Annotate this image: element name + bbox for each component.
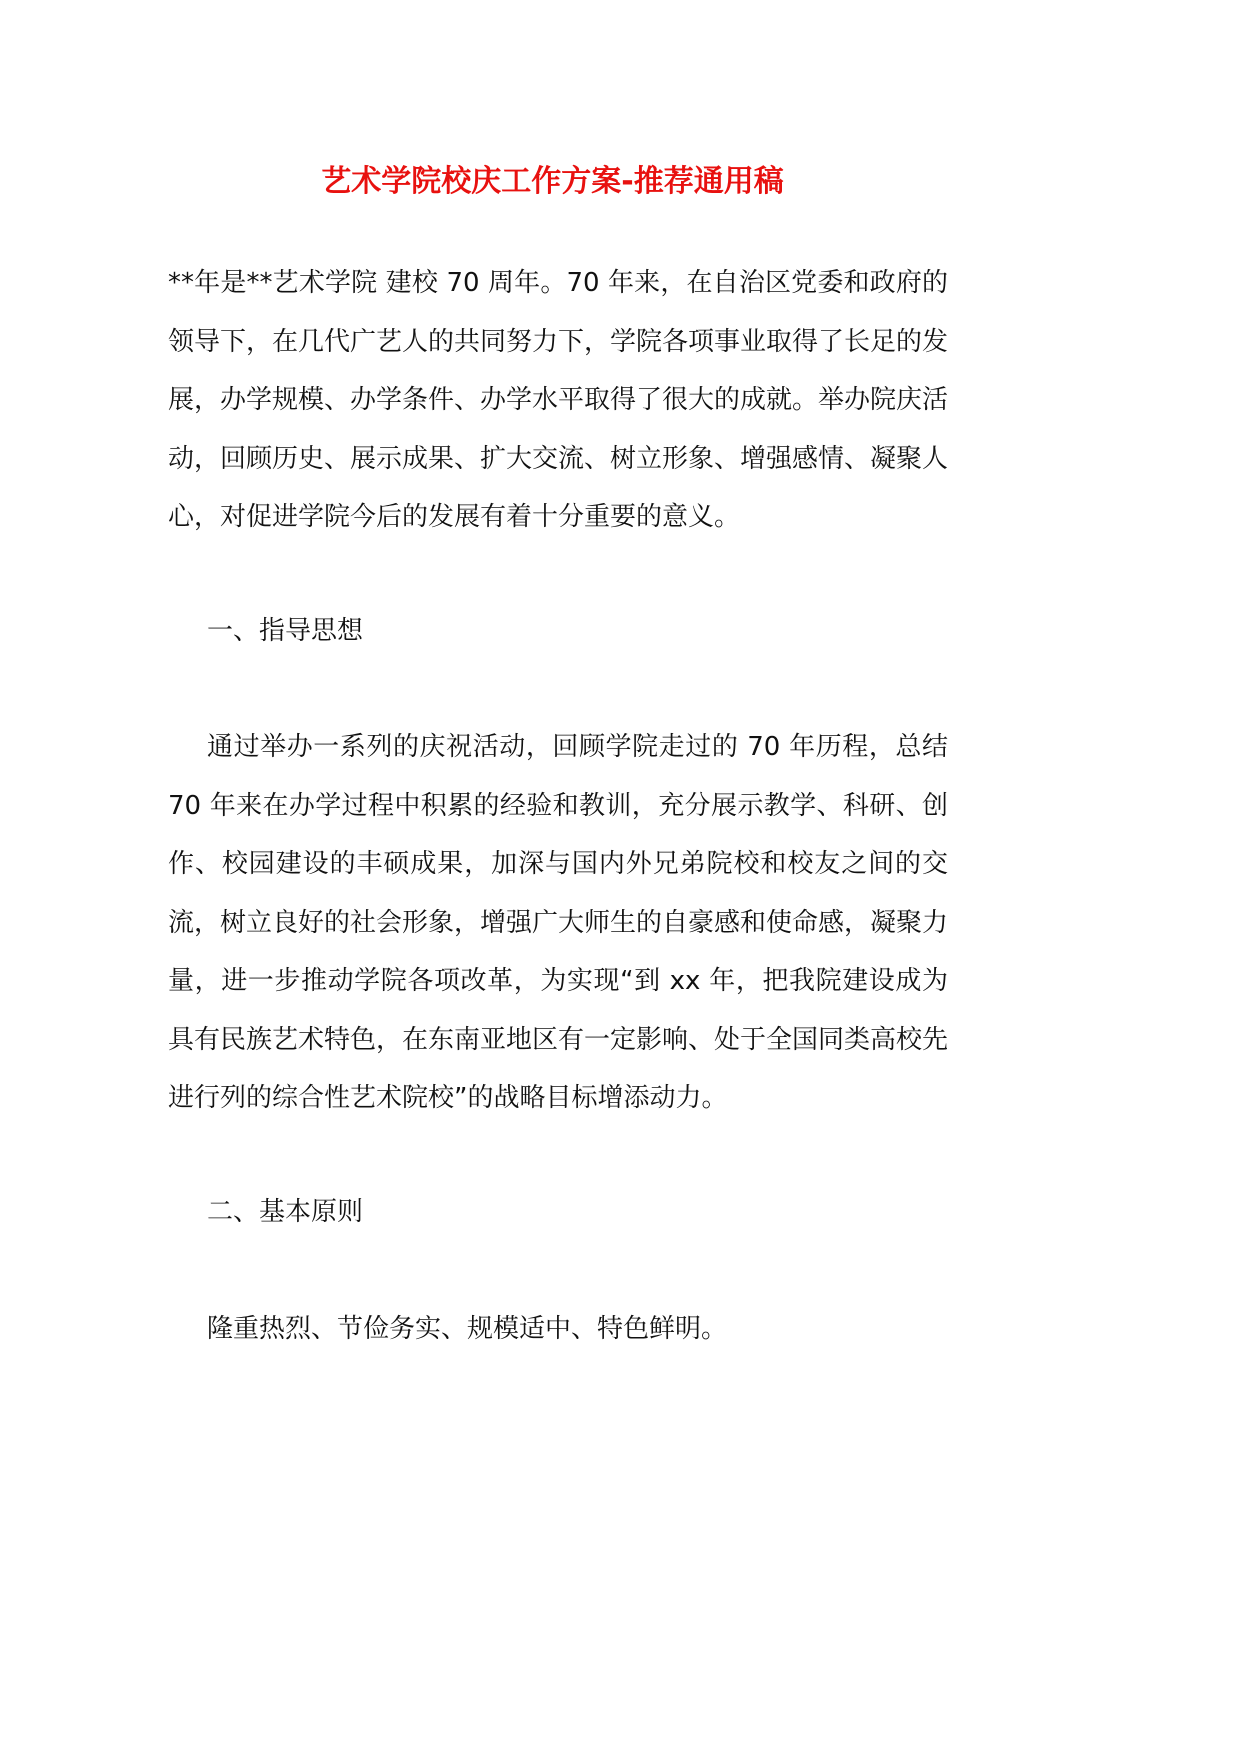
intro-paragraph xyxy=(168,254,948,547)
section-heading-text: 一、指导思想 xyxy=(207,616,364,646)
guiding-thought-text: 通过举办一系列的庆祝活动，回顾学院走过的 70 年历程，总结 70 年来在办学过程中积累的经验和教训，充分展示教学、科研、创作、校园建设的丰硕成果，加深与国内外兄弟院校和校友之间的交流，树立良好的社会形象，增强广大师生的自豪感和使命感，凝聚力量，进一步推动学院各项改革，为实现“到 xx 年，把我院建设成为具有民族艺术特色，在东南亚地区有一定影响、处于全国同类高校先进行列的综合性艺术院校”的战略目标增添动力。 xyxy=(168,732,949,1113)
document-title: 艺术学院校庆工作方案-推荐通用稿 xyxy=(321,164,784,199)
section-heading-guiding-thought xyxy=(168,602,948,661)
intro-text: **年是**艺术学院 建校 70 周年。70 年来，在自治区党委和政府的领导下，在几代广艺人的共同努力下，学院各项事业取得了长足的发展，办学规模、办学条件、办学水平取得了很大的成就。举办院庆活动，回顾历史、展示成果、扩大交流、树立形象、增强感情、凝聚人心，对促进学院今后的发展有着十分重要的意义。 xyxy=(168,268,949,532)
guiding-thought-paragraph xyxy=(168,718,948,1128)
section-heading-basic-principles xyxy=(168,1183,948,1242)
basic-principles-text: 隆重热烈、节俭务实、规模适中、特色鲜明。 xyxy=(207,1314,728,1344)
section-heading-text: 二、基本原则 xyxy=(207,1197,364,1227)
basic-principles-paragraph xyxy=(168,1300,948,1359)
